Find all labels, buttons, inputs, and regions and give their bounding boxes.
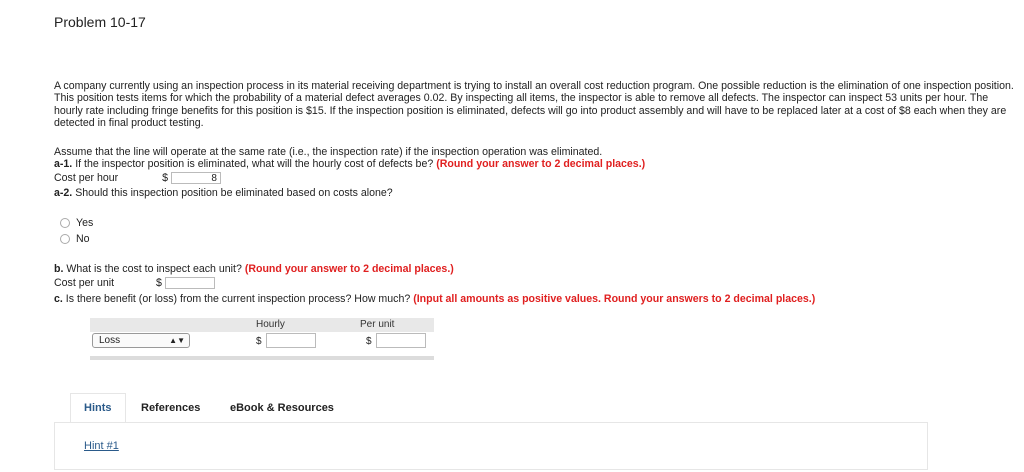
currency-symbol: $ — [162, 172, 168, 184]
radio-yes[interactable] — [60, 218, 70, 228]
select-arrows-icon: ▲▼ — [169, 336, 185, 345]
option-no-label: No — [76, 233, 90, 245]
question-c-prefix: c. — [54, 293, 63, 305]
cost-per-unit-row — [54, 277, 215, 290]
resource-tabs — [70, 394, 930, 422]
question-b — [54, 263, 454, 276]
per-unit-currency: $ — [366, 336, 372, 347]
option-no[interactable] — [60, 233, 90, 245]
question-c — [54, 293, 815, 306]
question-c-instruction: (Input all amounts as positive values. Round your answers to 2 decimal places.) — [413, 293, 816, 305]
hint-1-link[interactable]: Hint #1 — [84, 440, 119, 452]
question-c-text: Is there benefit (or loss) from the current inspection process? How much? — [62, 293, 411, 305]
question-a1-prefix: a-1. — [54, 158, 73, 170]
option-yes[interactable] — [60, 217, 93, 229]
question-a1-text: If the inspector position is eliminated, what will the hourly cost of defects be? — [72, 158, 434, 170]
question-b-text: What is the cost to inspect each unit? — [63, 263, 242, 275]
benefit-loss-selected: Loss — [99, 335, 121, 346]
question-b-prefix: b. — [54, 263, 64, 275]
benefit-loss-select[interactable] — [92, 333, 190, 348]
cost-per-hour-label: Cost per hour — [54, 172, 119, 184]
hourly-currency: $ — [256, 336, 262, 347]
hourly-input[interactable] — [266, 333, 316, 348]
tab-references[interactable]: References — [141, 402, 201, 414]
question-b-instruction: (Round your answer to 2 decimal places.) — [244, 263, 454, 275]
per-unit-input[interactable] — [376, 333, 426, 348]
col-hourly-header: Hourly — [256, 319, 285, 330]
cost-per-unit-label: Cost per unit — [54, 277, 115, 289]
col-per-unit-header: Per unit — [360, 319, 395, 330]
tab-hints[interactable]: Hints — [84, 402, 112, 414]
cost-per-hour-input[interactable]: 8 — [171, 172, 221, 184]
problem-description: A company currently using an inspection process in its material receiving department is trying to install an overall cost reduction program. One possible reduction is the elimination of one inspection position. This position tests items for which the probability of a material defect averages 0.02. By inspecting all items, the inspector is able to remove all defects. The inspector can inspect 53 units per hour. The hourly rate including fringe benefits for this position is $15. If the inspection position is eliminated, defects will go into product assembly and will have to be replaced later at a cost of $8 each when they are detected in final product testing. — [54, 80, 1014, 129]
problem-title: Problem 10-17 — [54, 14, 146, 30]
tab-ebook-resources[interactable]: eBook & Resources — [230, 402, 334, 414]
question-a1-instruction: (Round your answer to 2 decimal places.) — [436, 158, 646, 170]
benefit-loss-table — [54, 318, 434, 362]
table-bottom-bar — [90, 356, 434, 360]
hints-panel — [54, 422, 928, 470]
radio-no[interactable] — [60, 234, 70, 244]
assumption-text: Assume that the line will operate at the same rate (i.e., the inspection rate) if the inspection operation was eliminated. — [54, 146, 603, 158]
question-a2-prefix: a-2. — [54, 187, 73, 199]
question-a1 — [54, 158, 645, 171]
question-a2 — [54, 187, 393, 200]
cost-per-hour-row — [54, 172, 221, 185]
question-a2-text: Should this inspection position be eliminated based on costs alone? — [72, 187, 393, 199]
cost-per-unit-input[interactable] — [165, 277, 215, 289]
option-yes-label: Yes — [76, 217, 94, 229]
currency-symbol: $ — [155, 277, 162, 289]
